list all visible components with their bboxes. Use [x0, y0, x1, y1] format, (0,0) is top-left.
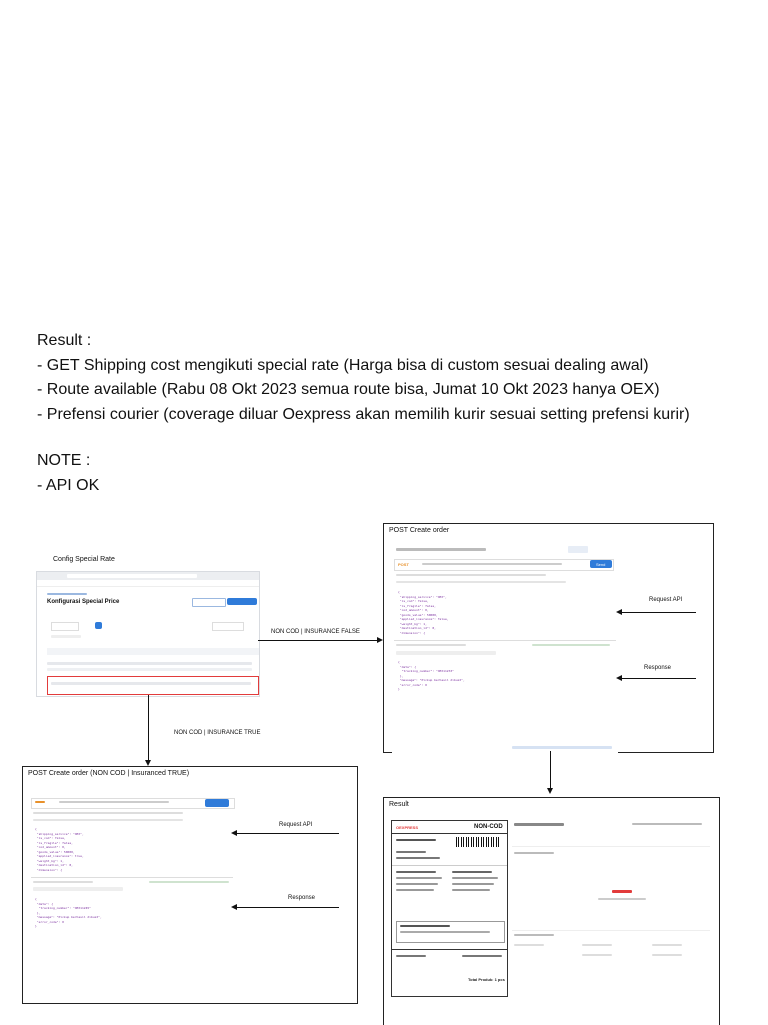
- insured-response-label: Response: [288, 895, 316, 901]
- post-create-order-frame: POST Create order POST Send { "shipping_service": "OEX", "is_cod": false, "is_fragile": false, "cod_amount": 0, "goods_value": 50000, "applied_insurance": false, "weight_kg": 1, "destination_id": 8, "dimension": { { "data": { "tracking_number": "OEX11233" }, "message": "Pickup berhasil dibuat", "error_code": 0 } Request API Response: [383, 523, 714, 753]
- post-create-insured-title: POST Create order (NON COD | Insuranced TRUE): [28, 770, 190, 777]
- response-label: Response: [644, 665, 672, 671]
- result-line: - GET Shipping cost mengikuti special rate (Harga bisa di custom sesuai dealing awal): [37, 356, 649, 374]
- result-line: - Prefensi courier (coverage diluar Oexpress akan memilih kurir sesuai setting prefensi kurir): [37, 405, 690, 423]
- insured-request-api-label: Request API: [279, 822, 313, 828]
- config-title: Config Special Rate: [53, 556, 115, 563]
- flow-label-insurance-true: NON COD | INSURANCE TRUE: [174, 730, 261, 736]
- total-products: Total Produk: 1 pcs: [468, 977, 505, 982]
- post-create-title: POST Create order: [389, 527, 450, 534]
- result-title: Result: [389, 801, 409, 808]
- config-screenshot: [36, 571, 260, 697]
- result-frame: [383, 797, 720, 1025]
- result-notes: [37, 329, 737, 498]
- note-line: - API OK: [37, 476, 100, 494]
- send-label: Send: [596, 562, 606, 567]
- shipping-label: [391, 820, 508, 997]
- result-heading: Result :: [37, 332, 92, 349]
- flow-label-insurance-false: NON COD | INSURANCE FALSE: [271, 629, 360, 635]
- brand-name: OEXPRESS: [396, 825, 419, 830]
- http-method: POST: [398, 562, 409, 567]
- barcode: [456, 837, 500, 847]
- config-page-heading: Konfigurasi Special Price: [47, 599, 120, 605]
- cod-badge: NON-COD: [474, 824, 503, 830]
- note-heading: NOTE :: [37, 452, 91, 469]
- highlighted-row: [47, 676, 259, 695]
- request-api-label: Request API: [649, 597, 683, 603]
- result-line: - Route available (Rabu 08 Okt 2023 semua route bisa, Jumat 10 Okt 2023 hanya OEX): [37, 381, 660, 398]
- post-create-insured-frame: POST Create order (NON COD | Insuranced TRUE) { "shipping_service": "OEX", "is_cod": false, "is_fragile": false, "cod_amount": 0, "goods_value": 50000, "applied_insurance": true, "weight_kg": 1, "destination_id": 8, "dimension": { { "data": { "tracking_number": "OEX11245" }, "message": "Pickup berhasil dibuat", "error_code": 0 } Request API Response: [22, 766, 358, 1004]
